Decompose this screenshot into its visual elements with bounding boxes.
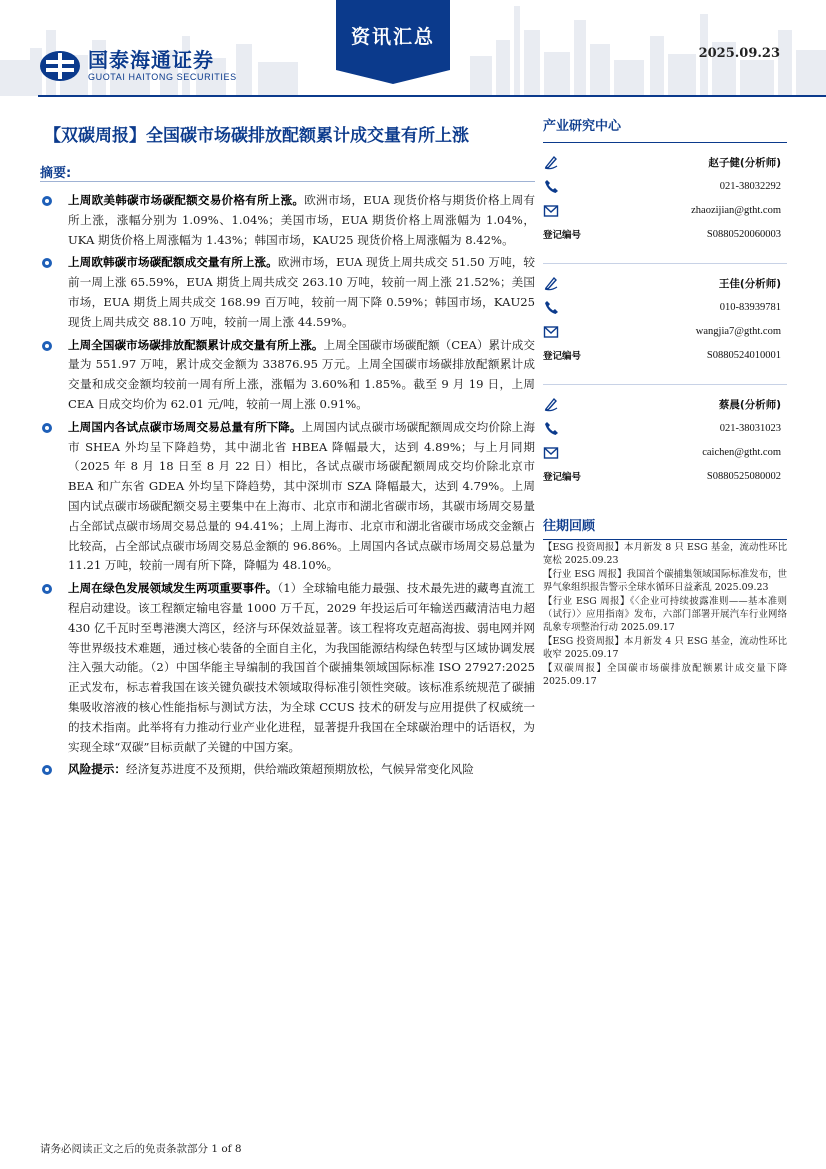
analyst-name: 王佳(分析师)	[718, 277, 781, 290]
past-report-link[interactable]: 【行业 ESG 周报】我国首个碳捕集领域国际标准发布，世界气象组织报告警示全球水循环日益紊乱 2025.09.23	[543, 568, 787, 594]
past-report-link[interactable]: 【ESG 投资周报】本月新发 4 只 ESG 基金，流动性环比收窄 2025.09.17	[543, 635, 787, 661]
risk-warning	[40, 760, 535, 780]
past-review-list	[543, 541, 787, 688]
page-header	[0, 0, 826, 100]
company-logo	[38, 48, 237, 84]
bullet-icon	[41, 583, 53, 595]
paragraph-lead: 上周欧美韩碳市场碳配额交易价格有所上涨。	[68, 193, 305, 207]
summary-divider	[40, 181, 535, 182]
email-icon	[543, 444, 559, 460]
registration-label: 登记编号	[543, 472, 582, 483]
registration-label: 登记编号	[543, 230, 582, 241]
summary-paragraph	[40, 336, 535, 415]
analyst-panel	[543, 112, 787, 506]
email-icon	[543, 323, 559, 339]
past-report-link[interactable]: 【行业 ESG 周报】《〈企业可持续披露准则——基本准则（试行）〉应用指南》发布，六部门部署开展汽车行业网络乱象专项整治行动 2025.09.17	[543, 595, 787, 634]
logo-icon	[38, 48, 82, 84]
analyst-email[interactable]: zhaozijian@gtht.com	[691, 204, 781, 216]
paragraph-text: 上周全国碳市场碳配额（CEA）累计成交量为 551.97 万吨，累计成交金额为 33876.95 万元。上周全国碳市场碳排放配额累计成交量和成交金额均较前一周有所上涨，涨幅为 3.60%和 1.85%。截至 9 月 19 日，上周 CEA 日成交均价为 62.01 元/吨，较前一周上涨 0.91%。	[68, 337, 535, 411]
phone-icon	[543, 299, 559, 315]
analyst-phone: 021-38032292	[719, 180, 781, 192]
analyst-card	[543, 264, 787, 385]
summary-paragraph	[40, 253, 535, 332]
registration-label: 登记编号	[543, 351, 582, 362]
paragraph-lead: 上周国内各试点碳市场周交易总量有所下降。	[68, 419, 302, 434]
registration-number: S0880525080002	[706, 470, 781, 482]
paragraph-text: 上周国内试点碳市场碳配额周成交均价除上海市 SHEA 外均呈下降趋势，其中湖北省 HBEA 降幅最大，达到 4.89%；与上月同期（2025 年 8 月 18 日至 8 月 22 日）相比，各试点碳市场碳配额周成交均价除北京市 BEA 和广东省 GDEA 外均呈下降趋势，其中深圳市 SZA 降幅最大，达到 4.79%。上周国内试点碳市场碳配额交易主要集中在上海市、北京市和湖北省碳市场，其碳市场周交易量占全部试点碳市场周交易总量的 94.41%；上周上海市、北京市和湖北省碳市场成交金额占比较高，占全部试点碳市场周交易总金额的 96.86%。上周国内各试点碳市场周交易总量为 11.21 万吨，较前一周有所下降，降幅为 48.10%。	[68, 419, 535, 573]
paragraph-text: 欧洲市场，EUA 现货价格与期货价格上周有所上涨，涨幅分别为 1.09%、1.04%；美国市场，EUA 期货价格上周涨幅为 1.04%，UKA 期货价格上周涨幅为 1.43%；韩国市场，KAU25 现货价格上周涨幅为 8.42%。	[68, 193, 535, 247]
paragraph-lead: 风险提示：	[68, 762, 126, 777]
registration-number: S0880520060003	[706, 228, 781, 240]
paragraph-lead: 上周欧韩碳市场碳配额成交量有所上涨。	[68, 255, 278, 270]
analyst-card	[543, 385, 787, 506]
past-report-link[interactable]: 【ESG 投资周报】本月新发 8 只 ESG 基金，流动性环比宽松 2025.09.23	[543, 542, 787, 567]
logo-english-name: GUOTAI HAITONG SECURITIES	[88, 72, 237, 82]
research-center-heading: 产业研究中心	[543, 119, 622, 134]
pen-icon	[543, 154, 559, 170]
analyst-email[interactable]: caichen@gtht.com	[702, 446, 781, 458]
page-footer: 请务必阅读正文之后的免责条款部分 1 of 8	[40, 1143, 242, 1155]
bullet-icon	[41, 764, 53, 776]
header-divider	[38, 95, 826, 97]
bullet-icon	[41, 422, 53, 434]
past-review-heading: 往期回顾	[543, 519, 596, 534]
paragraph-text: （1）全球输电能力最强、技术最先进的藏粤直流工程启动建设。该工程额定输电容量 1000 万千瓦，2029 年投运后可年输送西藏清洁电力超 430 亿千瓦时至粤港澳大湾区，经济与环保效益显著。该工程将攻克超高海拔、弱电网并网等世界级技术难题，通过核心装备的全面自主化，为我国能源结构绿色转型与区域协调发展注入强大动能。（2）中国华能主导编制的我国首个碳捕集领域国际标准 ISO 27927:2025 正式发布，标志着我国在该关键负碳技术领域取得标准引领性突破。该标准系统规范了碳捕集吸收溶液的核心性能指标与测试方法，为全球 CCUS 技术的研发与应用提供了权威统一的技术指南。此举将有力推动行业产业化进程，显著提升我国在全球碳治理中的话语权，为实现全球“双碳”目标贡献了关键的中国方案。	[68, 581, 535, 754]
paragraph-text: 经济复苏进度不及预期，供给端政策超预期放松，气候异常变化风险	[125, 762, 474, 777]
summary-blocks	[40, 191, 535, 783]
bullet-icon	[41, 340, 53, 352]
analyst-name: 蔡晨(分析师)	[718, 398, 781, 411]
analyst-email[interactable]: wangjia7@gtht.com	[695, 325, 781, 337]
analyst-phone: 021-38031023	[719, 422, 781, 434]
analyst-phone: 010-83939781	[719, 301, 781, 313]
email-icon	[543, 202, 559, 218]
bullet-icon	[41, 195, 53, 207]
phone-icon	[543, 420, 559, 436]
report-date: 2025.09.23	[698, 46, 780, 61]
report-title: 【双碳周报】全国碳市场碳排放配额累计成交量有所上涨	[44, 126, 469, 146]
summary-label: 摘要:	[40, 166, 72, 181]
paragraph-lead: 上周在绿色发展领域发生两项重要事件。	[68, 581, 278, 596]
report-type-tag: 资讯汇总	[336, 0, 450, 70]
registration-number: S0880524010001	[706, 349, 781, 361]
paragraph-text: 欧洲市场，EUA 现货上周共成交 51.50 万吨，较前一周上涨 65.59%，EUA 期货上周共成交 263.10 万吨，较前一周上涨 21.52%；美国市场，EUA 期货上周共成交 168.99 百万吨，较前一周下降 0.59%；韩国市场，KAU25 现货上周共成交 88.10 万吨，较前一周上涨 44.59%。	[68, 255, 535, 329]
logo-chinese-name: 国泰海通证券	[88, 48, 214, 72]
paragraph-lead: 上周全国碳市场碳排放配额累计成交量有所上涨。	[68, 337, 324, 352]
analyst-name: 赵子健(分析师)	[708, 156, 781, 169]
review-divider	[543, 539, 787, 540]
summary-paragraph	[40, 418, 535, 576]
pen-icon	[543, 396, 559, 412]
pen-icon	[543, 275, 559, 291]
analyst-card	[543, 143, 787, 264]
bullet-icon	[41, 257, 53, 269]
past-report-link[interactable]: 【双碳周报】全国碳市场碳排放配额累计成交量下降 2025.09.17	[543, 662, 787, 688]
summary-paragraph	[40, 579, 535, 757]
phone-icon	[543, 178, 559, 194]
summary-paragraph	[40, 191, 535, 250]
